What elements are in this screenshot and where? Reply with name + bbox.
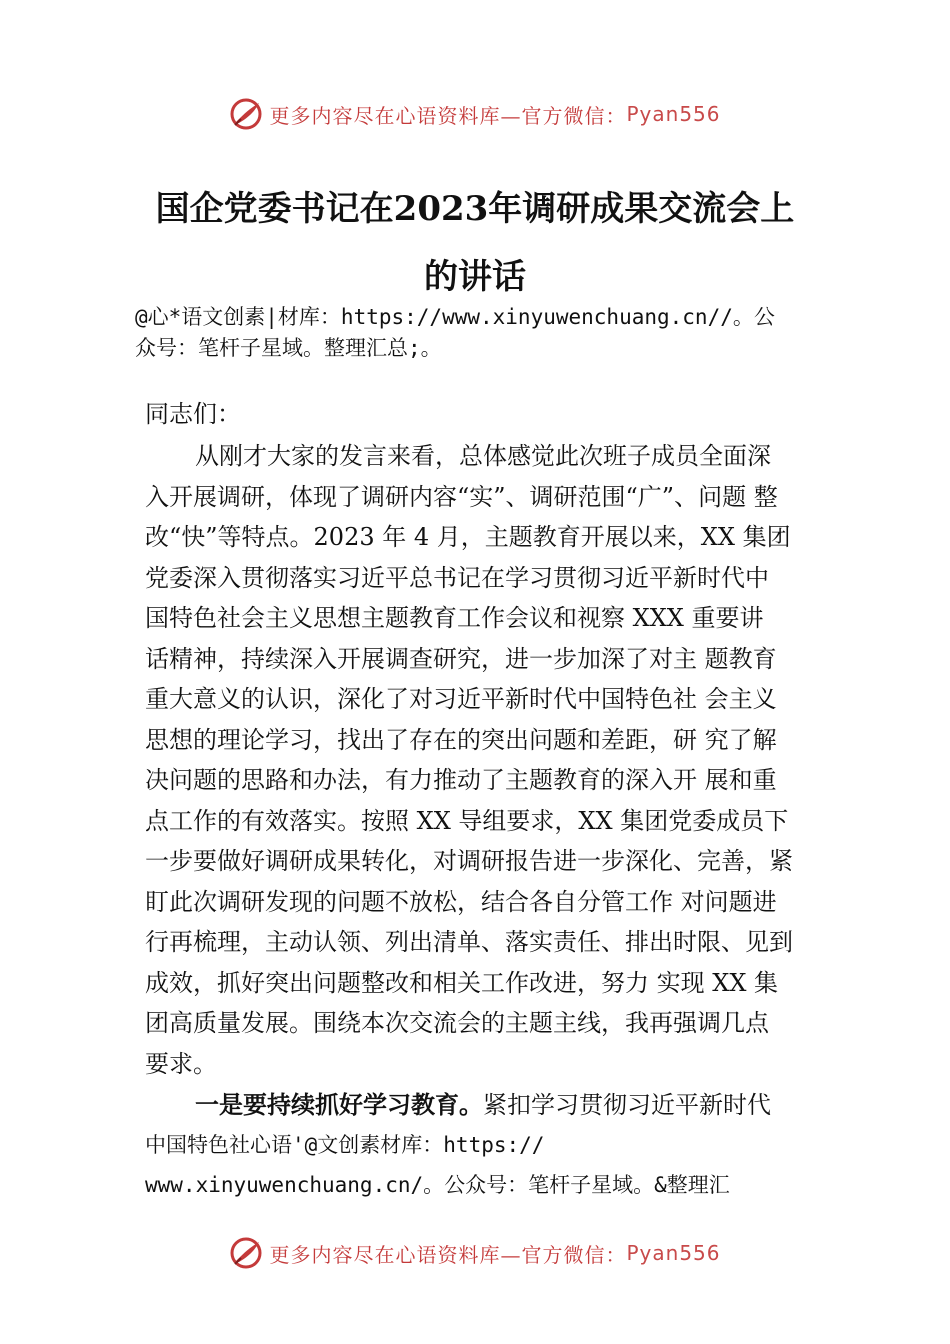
watermark-header bbox=[0, 94, 950, 134]
document-title-line-1: 国企党委书记在2023年调研成果交流会上 bbox=[155, 189, 795, 229]
quill-logo-icon bbox=[229, 97, 263, 131]
salutation: 同志们： bbox=[145, 400, 241, 428]
paragraph-line: 要求。 bbox=[145, 1049, 217, 1078]
paragraph-line: 改“快”等特点。2023 年 4 月，主题教育开展以来，XX 集团 bbox=[145, 523, 791, 551]
watermark-wechat-id: Pyan556 bbox=[626, 1241, 721, 1265]
document-title-line-2: 的讲话 bbox=[424, 257, 526, 297]
paragraph-line: 话精神，持续深入开展调查研究，进一步加深了对主 题教育 bbox=[145, 644, 777, 673]
watermark-footer bbox=[0, 1233, 950, 1273]
paragraph-line: 决问题的思路和办法，有力推动了主题教育的深入开 展和重 bbox=[145, 766, 777, 794]
paragraph-line: 国特色社会主义思想主题教育工作会议和视察 XXX 重要讲 bbox=[145, 604, 764, 632]
paragraph-line: 中国特色社心语'@文创素材库：https:// bbox=[145, 1133, 545, 1157]
body-paragraph-2 bbox=[145, 1085, 835, 1205]
quill-logo-icon bbox=[229, 1236, 263, 1270]
source-note-line-1: @心*语文创素|材库：https://www.xinyuwenchuang.cn//。公 bbox=[135, 305, 775, 329]
paragraph-line: 从刚才大家的发言来看，总体感觉此次班子成员全面深 bbox=[195, 442, 771, 470]
paragraph-line: 成效，抓好突出问题整改和相关工作改进，努力 实现 XX 集 bbox=[145, 968, 779, 997]
paragraph-line: 重大意义的认识，深化了对习近平新时代中国特色社 会主义 bbox=[145, 685, 777, 713]
paragraph-lead-heading: 一是要持续抓好学习教育。 bbox=[195, 1091, 483, 1119]
paragraph-line: 一步要做好调研成果转化，对调研报告进一步深化、完善，紧 bbox=[145, 847, 793, 875]
paragraph-line: 行再梳理，主动认领、列出清单、落实责任、排出时限、见到 bbox=[145, 928, 793, 956]
paragraph-line: 入开展调研，体现了调研内容“实”、调研范围“广”、问题 整 bbox=[145, 482, 778, 511]
watermark-wechat-id: Pyan556 bbox=[626, 102, 721, 126]
watermark-text: 更多内容尽在心语资料库—官方微信： bbox=[269, 103, 627, 128]
paragraph-line: 团高质量发展。围绕本次交流会的主题主线，我再强调几点 bbox=[145, 1009, 769, 1037]
paragraph-line: www.xinyuwenchuang.cn/。公众号：笔杆子星域。&整理汇 bbox=[145, 1173, 730, 1197]
paragraph-line: 思想的理论学习，找出了存在的突出问题和差距，研 究了解 bbox=[145, 725, 777, 754]
paragraph-line: 党委深入贯彻落实习近平总书记在学习贯彻习近平新时代中 bbox=[145, 563, 769, 592]
paragraph-line bbox=[145, 1085, 835, 1125]
body-paragraph-1 bbox=[145, 436, 835, 1084]
paragraph-line: 点工作的有效落实。按照 XX 导组要求，XX 集团党委成员下 bbox=[145, 806, 789, 835]
paragraph-line: 盯此次调研发现的问题不放松，结合各自分管工作 对问题进 bbox=[145, 887, 777, 916]
paragraph-text: 紧扣学习贯彻习近平新时代 bbox=[483, 1091, 771, 1119]
source-note-line-2: 众号：笔杆子星域。整理汇总;。 bbox=[135, 336, 442, 360]
watermark-text: 更多内容尽在心语资料库—官方微信： bbox=[269, 1242, 627, 1267]
